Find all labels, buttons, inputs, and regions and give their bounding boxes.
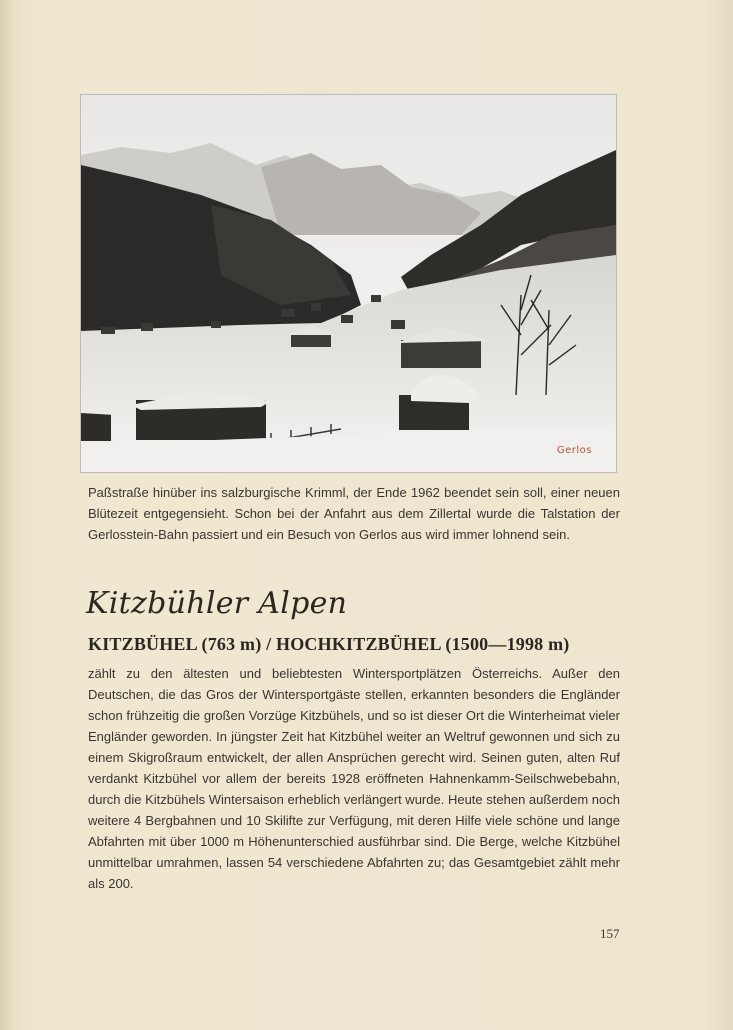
photo-caption: Gerlos	[556, 445, 592, 456]
body-paragraph: zählt zu den ältesten und beliebtesten Wintersportplätzen Österreichs. Außer den Deutschen, die das Gros der Wintersportgäste stellen, erkannten besonders die Engländer schon frühzeitig die großen Vorzüge Kitzbühels, und so ist dieser Ort die Winterheimat vieler Engländer geworden. In jüngster Zeit hat Kitzbühel weiter an Weltruf gewonnen und sich zu einem Skigroßraum entwickelt, der allen Ansprüchen gerecht wird. Seinen guten, alten Ruf verdankt Kitzbühel vor allem der bereits 1928 eröffneten Hahnenkamm-Seilschwebebahn, durch die Kitzbühels Wintersaison erheblich verlängert wurde. Heute stehen außerdem noch weitere 4 Bergbahnen und 10 Skilifte zur Verfügung, mit deren Hilfe viele schöne und lange Abfahrten mit über 1000 m Höhenunterschied ausführbar sind. Die Berge, welche Kitzbühel unmittelbar umrahmen, lassen 54 verschiedene Abfahrten zu; das Gesamtgebiet zählt mehr als 200.	[88, 666, 620, 891]
section-subtitle: KITZBÜHEL (763 m) / HOCHKITZBÜHEL (1500—1998 m)	[88, 634, 570, 654]
intro-paragraph: Paßstraße hinüber ins salzburgische Krimml, der Ende 1962 beendet sein soll, einer neuen Blütezeit entgegensieht. Schon bei der Anfahrt aus dem Zillertal wurde die Talstation der Gerlosstein-Bahn passiert und ein Besuch von Gerlos aus wird immer lohnend sein.	[88, 485, 620, 542]
page-number: 157	[600, 926, 620, 941]
section-title: Kitzbühler Alpen	[86, 586, 348, 621]
winter-village-image	[81, 95, 616, 472]
gerlos-photo	[80, 94, 617, 473]
